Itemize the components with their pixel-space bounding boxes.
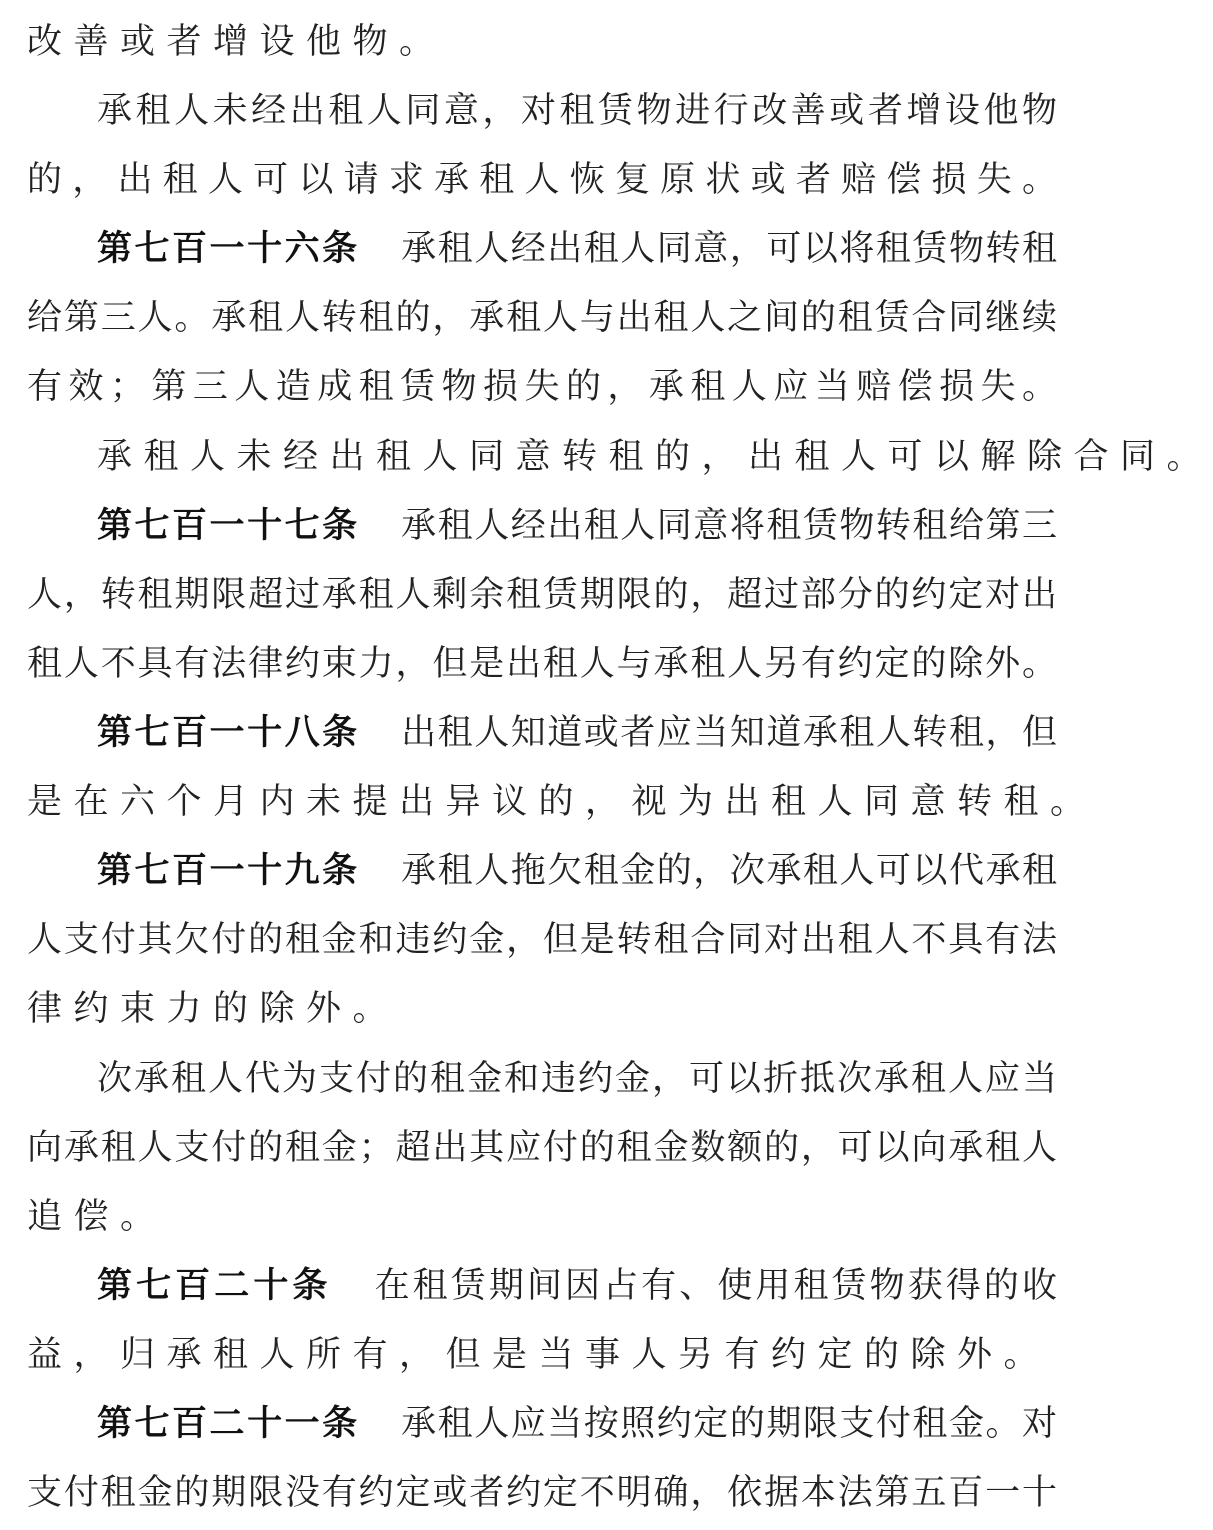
- article-number: 第七百一十九条: [97, 851, 360, 891]
- text-line: 律约束力的除外。: [27, 989, 400, 1029]
- text-line: 承租人未经出租人同意转租的，出租人可以解除合同。: [97, 437, 1213, 477]
- article-line: 第七百二十一条 承租人应当按照约定的期限支付租金。对: [97, 1404, 1057, 1444]
- text-line: 的，出租人可以请求承租人恢复原状或者赔偿损失。: [27, 160, 1057, 200]
- article-line: 第七百二十条 在租赁期间因占有、使用租赁物获得的收: [97, 1266, 1057, 1306]
- article-line: 第七百一十八条 出租人知道或者应当知道承租人转租，但: [97, 713, 1057, 753]
- text-line: 人支付其欠付的租金和违约金，但是转租合同对出租人不具有法: [27, 920, 1057, 960]
- article-number: 第七百一十七条: [97, 506, 360, 546]
- text-line: 给第三人。承租人转租的，承租人与出租人之间的租赁合同继续: [27, 298, 1057, 338]
- text-line: 益，归承租人所有，但是当事人另有约定的除外。: [27, 1335, 1051, 1375]
- text-line: 追偿。: [27, 1197, 167, 1237]
- text-line: 租人不具有法律约束力，但是出租人与承租人另有约定的除外。: [27, 644, 1057, 684]
- text-line: 向承租人支付的租金；超出其应付的租金数额的，可以向承租人: [27, 1128, 1057, 1168]
- text-line: 有效；第三人造成租赁物损失的，承租人应当赔偿损失。: [27, 367, 1057, 407]
- article-number: 第七百二十一条: [97, 1404, 360, 1444]
- article-number: 第七百一十八条: [97, 713, 360, 753]
- article-number: 第七百一十六条: [97, 229, 360, 269]
- article-line: 第七百一十六条 承租人经出租人同意，可以将租赁物转租: [97, 229, 1057, 269]
- article-line: 第七百一十七条 承租人经出租人同意将租赁物转租给第三: [97, 506, 1057, 546]
- text-line: 承租人未经出租人同意，对租赁物进行改善或者增设他物: [97, 91, 1057, 131]
- article-number: 第七百二十条: [97, 1266, 332, 1306]
- text-line: 次承租人代为支付的租金和违约金，可以折抵次承租人应当: [97, 1059, 1057, 1099]
- article-line: 第七百一十九条 承租人拖欠租金的，次承租人可以代承租: [97, 851, 1057, 891]
- text-line: 人，转租期限超过承租人剩余租赁期限的，超过部分的约定对出: [27, 575, 1057, 615]
- text-line: 改善或者增设他物。: [27, 22, 446, 62]
- text-line: 是在六个月内未提出异议的，视为出租人同意转租。: [27, 782, 1097, 822]
- text-line: 支付租金的期限没有约定或者约定不明确，依据本法第五百一十: [27, 1473, 1057, 1513]
